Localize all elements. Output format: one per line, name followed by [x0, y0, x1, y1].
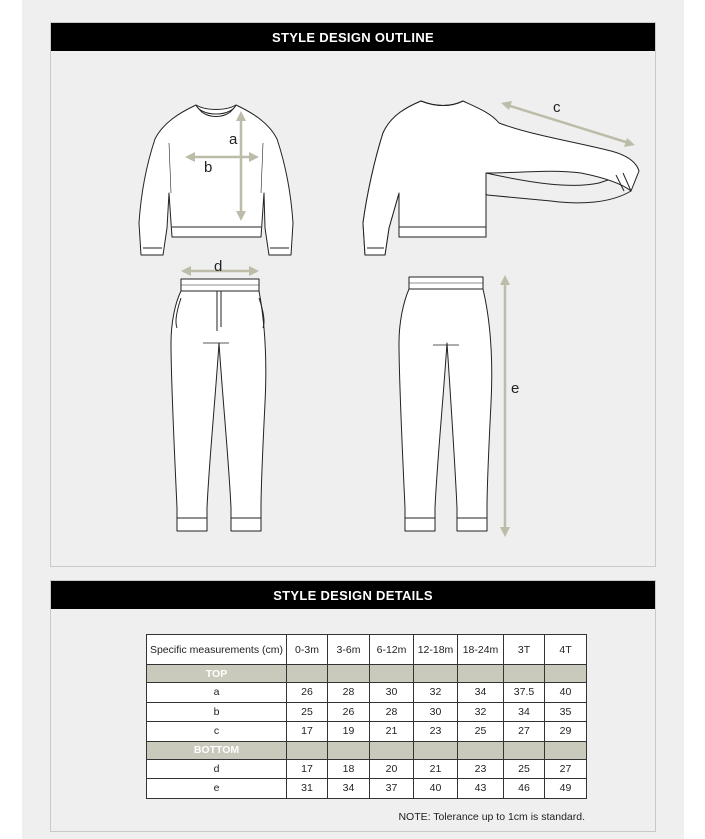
- cell: 34: [458, 683, 504, 703]
- size-header: 0-3m: [287, 635, 328, 665]
- cell: 28: [370, 702, 414, 722]
- size-header: 3-6m: [328, 635, 370, 665]
- size-header: 6-12m: [370, 635, 414, 665]
- row-label: c: [147, 722, 287, 742]
- row-label: d: [147, 759, 287, 779]
- cell: 25: [504, 759, 545, 779]
- cell: 26: [287, 683, 328, 703]
- cell: 23: [414, 722, 458, 742]
- cell: 32: [458, 702, 504, 722]
- cell: 30: [370, 683, 414, 703]
- label-b: b: [204, 159, 213, 176]
- table-row: [147, 702, 587, 722]
- cell: 21: [414, 759, 458, 779]
- size-header: 18-24m: [458, 635, 504, 665]
- size-header: 12-18m: [414, 635, 458, 665]
- cell: 27: [504, 722, 545, 742]
- table-row: [147, 683, 587, 703]
- cell: 21: [370, 722, 414, 742]
- size-measurement-table: [146, 634, 587, 799]
- measurement-e-arrow: [500, 275, 510, 537]
- cell: 25: [287, 702, 328, 722]
- cell: 37.5: [504, 683, 545, 703]
- style-design-outline-panel: [50, 22, 656, 567]
- cell: 29: [545, 722, 587, 742]
- cell: 25: [458, 722, 504, 742]
- size-header: 4T: [545, 635, 587, 665]
- table-row: [147, 779, 587, 799]
- cell: 49: [545, 779, 587, 799]
- section-label: BOTTOM: [147, 741, 287, 759]
- pants-back-drawing: [399, 277, 492, 531]
- label-c: c: [553, 99, 561, 116]
- cell: 30: [414, 702, 458, 722]
- cell: 26: [328, 702, 370, 722]
- cell: 40: [414, 779, 458, 799]
- row-label: e: [147, 779, 287, 799]
- sweatshirt-front-drawing: [139, 105, 293, 255]
- table-row: [147, 759, 587, 779]
- cell: 17: [287, 722, 328, 742]
- cell: 19: [328, 722, 370, 742]
- cell: 34: [504, 702, 545, 722]
- tolerance-note: NOTE: Tolerance up to 1cm is standard.: [398, 811, 585, 823]
- table-header-row: [147, 635, 587, 665]
- section-row-top: [147, 665, 587, 683]
- cell: 20: [370, 759, 414, 779]
- cell: 32: [414, 683, 458, 703]
- garment-technical-drawing: [51, 23, 657, 568]
- cell: 17: [287, 759, 328, 779]
- row-label: b: [147, 702, 287, 722]
- details-header: STYLE DESIGN DETAILS: [51, 581, 655, 609]
- cell: 18: [328, 759, 370, 779]
- cell: 34: [328, 779, 370, 799]
- label-d: d: [214, 258, 223, 275]
- label-a: a: [229, 131, 238, 148]
- measurements-header: Specific measurements (cm): [147, 635, 287, 665]
- cell: 28: [328, 683, 370, 703]
- cell: 37: [370, 779, 414, 799]
- outline-header: STYLE DESIGN OUTLINE: [51, 23, 655, 51]
- row-label: a: [147, 683, 287, 703]
- cell: 31: [287, 779, 328, 799]
- size-header: 3T: [504, 635, 545, 665]
- cell: 27: [545, 759, 587, 779]
- label-e: e: [511, 380, 520, 397]
- cell: 23: [458, 759, 504, 779]
- style-design-details-panel: [50, 580, 656, 832]
- cell: 35: [545, 702, 587, 722]
- section-row-bottom: [147, 741, 587, 759]
- section-label: TOP: [147, 665, 287, 683]
- cell: 46: [504, 779, 545, 799]
- cell: 43: [458, 779, 504, 799]
- table-row: [147, 722, 587, 742]
- pants-front-drawing: [171, 279, 266, 531]
- cell: 40: [545, 683, 587, 703]
- sweatshirt-back-drawing: [363, 101, 639, 255]
